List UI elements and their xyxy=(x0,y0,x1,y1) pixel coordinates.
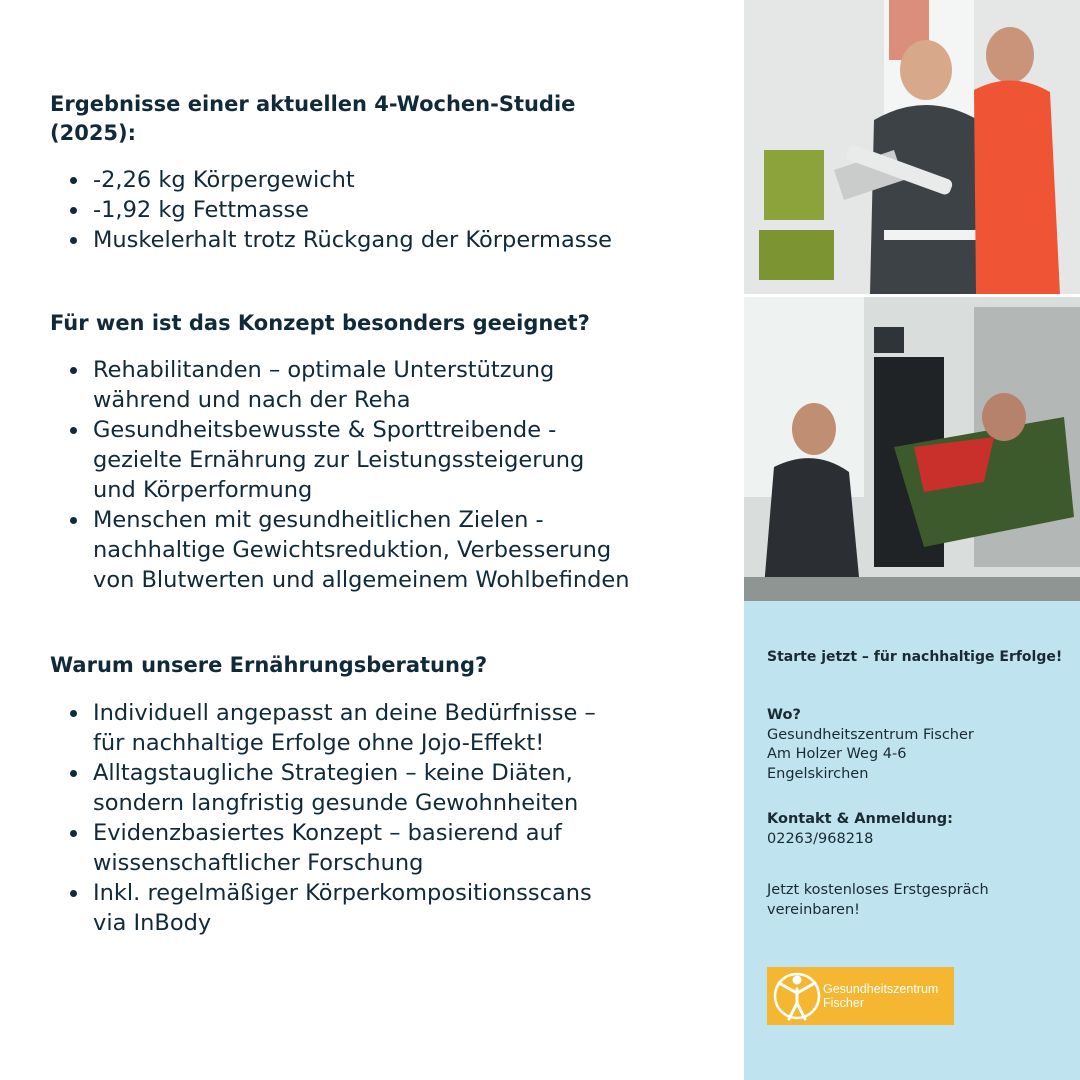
address-line: Engelskirchen xyxy=(767,765,869,782)
audience-heading: Für wen ist das Konzept besonders geeignet? xyxy=(50,311,590,335)
list-item: -1,92 kg Fettmasse xyxy=(50,195,630,225)
left-column xyxy=(50,90,630,938)
address-line: Am Holzer Weg 4-6 xyxy=(767,746,907,762)
why-heading: Warum unsere Ernährungsberatung? xyxy=(50,653,488,677)
contact-block xyxy=(767,810,1077,849)
list-item: Menschen mit gesundheitlichen Zielen - nachhaltige Gewichtsreduktion, Verbesserung von Blutwerten und allgemeinem Wohlbefinden xyxy=(50,505,630,595)
company-logo xyxy=(767,967,954,1025)
list-item: Inkl. regelmäßiger Körperkompositionsscans via InBody xyxy=(50,878,630,938)
list-item: -2,26 kg Körpergewicht xyxy=(50,165,630,195)
trainer-consultation-photo xyxy=(744,0,1080,294)
list-item: Muskelerhalt trotz Rückgang der Körpermasse xyxy=(50,225,630,255)
results-list xyxy=(50,165,630,255)
address-line: Gesundheitszentrum Fischer xyxy=(767,726,974,743)
list-item: Individuell angepasst an deine Bedürfnisse – für nachhaltige Erfolge ohne Jojo-Effekt! xyxy=(50,698,630,758)
list-item: Alltagstaugliche Strategien – keine Diäten, sondern langfristig gesunde Gewohnheiten xyxy=(50,758,630,818)
location-block xyxy=(767,706,1077,784)
why-list xyxy=(50,698,630,938)
contact-label: Kontakt & Anmeldung: xyxy=(767,811,953,827)
list-item: Gesundheitsbewusste & Sporttreibende - gezielte Ernährung zur Leistungssteigerung und Körperformung xyxy=(50,415,630,505)
logo-wordmark xyxy=(823,982,938,1010)
list-item: Rehabilitanden – optimale Unterstützung während und nach der Reha xyxy=(50,355,630,415)
phone-number: 02263/968218 xyxy=(767,830,874,847)
location-label: Wo? xyxy=(767,707,801,723)
person-figure-icon xyxy=(773,969,821,1023)
right-column xyxy=(744,0,1080,1080)
free-consultation-text: Jetzt kostenloses Erstgespräch vereinbaren! xyxy=(767,882,989,918)
trainer-consultation-illustration xyxy=(744,0,1080,294)
leg-press-illustration xyxy=(744,297,1080,601)
audience-list xyxy=(50,355,630,595)
list-item: Evidenzbasiertes Konzept – basierend auf wissenschaftlicher Forschung xyxy=(50,818,630,878)
results-heading: Ergebnisse einer aktuellen 4-Wochen-Studie (2025): xyxy=(50,92,576,145)
logo-line: Gesundheitszentrum xyxy=(823,982,939,996)
cta-text: Starte jetzt – für nachhaltige Erfolge! xyxy=(767,649,1063,665)
leg-press-training-photo xyxy=(744,297,1080,601)
info-panel xyxy=(744,601,1080,1080)
logo-line: Fischer xyxy=(823,996,864,1010)
